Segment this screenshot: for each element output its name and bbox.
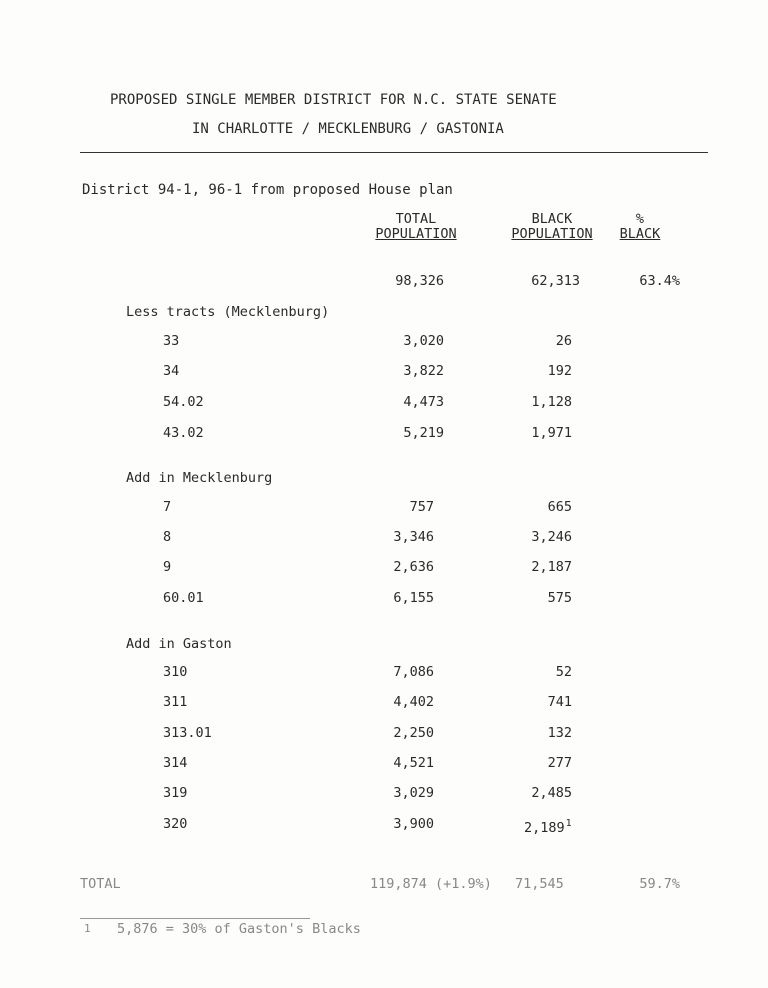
base-pct-black: 63.4%	[639, 273, 680, 289]
footnote-rule	[80, 918, 310, 919]
total-population: 4,402	[393, 694, 434, 710]
total-black-population: 71,545	[515, 876, 564, 892]
col-header-total-l1: TOTAL	[395, 211, 437, 227]
footnote-marker: 1	[84, 922, 91, 935]
total-population: 2,250	[393, 725, 434, 741]
total-pct-black: 59.7%	[639, 876, 680, 892]
black-population: 2,485	[531, 785, 572, 801]
black-population: 132	[547, 725, 572, 741]
total-population: 2,636	[393, 559, 434, 575]
page-title-line-2: IN CHARLOTTE / MECKLENBURG / GASTONIA	[192, 121, 504, 137]
tract-number: 319	[163, 785, 188, 801]
total-population: 4,473	[403, 394, 444, 410]
tract-number: 314	[163, 755, 188, 771]
base-total-population: 98,326	[395, 273, 444, 289]
col-header-total-l2: POPULATION	[375, 226, 457, 242]
black-population: 1,128	[531, 394, 572, 410]
total-population: 3,020	[403, 333, 444, 349]
tract-number: 313.01	[163, 725, 212, 741]
total-label: TOTAL	[80, 876, 121, 892]
tract-number: 310	[163, 664, 188, 680]
tract-number: 43.02	[163, 425, 204, 441]
total-population: 757	[409, 499, 434, 515]
tract-number: 320	[163, 816, 188, 832]
black-population: 3,246	[531, 529, 572, 545]
footnote-reference: 1	[565, 818, 572, 829]
total-population: 3,822	[403, 363, 444, 379]
black-population: 277	[547, 755, 572, 771]
section-heading-less-tracts: Less tracts (Mecklenburg)	[126, 304, 330, 320]
tract-number: 7	[163, 499, 172, 515]
footnote-text: 5,876 = 30% of Gaston's Blacks	[117, 921, 361, 937]
black-population	[524, 816, 572, 836]
tract-number: 9	[163, 559, 172, 575]
black-population: 741	[547, 694, 572, 710]
col-header-black-l1: BLACK	[531, 211, 573, 227]
total-population: 4,521	[393, 755, 434, 771]
tract-number: 34	[163, 363, 180, 379]
tract-number: 311	[163, 694, 188, 710]
total-population: 6,155	[393, 590, 434, 606]
district-subtitle: District 94-1, 96-1 from proposed House plan	[82, 182, 453, 198]
black-population: 575	[547, 590, 572, 606]
total-population: 7,086	[393, 664, 434, 680]
black-population: 665	[547, 499, 572, 515]
black-population: 52	[555, 664, 572, 680]
tract-number: 54.02	[163, 394, 204, 410]
tract-number: 8	[163, 529, 172, 545]
section-heading-add-mecklenburg: Add in Mecklenburg	[126, 470, 273, 486]
title-underline	[80, 152, 708, 153]
page-title-line-1: PROPOSED SINGLE MEMBER DISTRICT FOR N.C. STATE SENATE	[110, 92, 557, 108]
col-header-pct-l1: %	[635, 211, 645, 227]
black-population: 1,971	[531, 425, 572, 441]
col-header-black-population	[503, 212, 601, 242]
section-heading-add-gaston: Add in Gaston	[126, 636, 232, 652]
col-header-total-population	[368, 212, 464, 242]
black-population: 192	[547, 363, 572, 379]
total-population: 5,219	[403, 425, 444, 441]
col-header-pct-l2: BLACK	[619, 226, 661, 242]
total-population: 3,346	[393, 529, 434, 545]
tract-number: 60.01	[163, 590, 204, 606]
black-population-value: 2,189	[524, 820, 565, 836]
total-population: 3,900	[393, 816, 434, 832]
total-population: 3,029	[393, 785, 434, 801]
col-header-pct-black	[612, 212, 668, 242]
total-population: 119,874 (+1.9%)	[370, 876, 492, 892]
black-population: 26	[555, 333, 572, 349]
black-population: 2,187	[531, 559, 572, 575]
base-black-population: 62,313	[531, 273, 580, 289]
col-header-black-l2: POPULATION	[511, 226, 593, 242]
tract-number: 33	[163, 333, 180, 349]
